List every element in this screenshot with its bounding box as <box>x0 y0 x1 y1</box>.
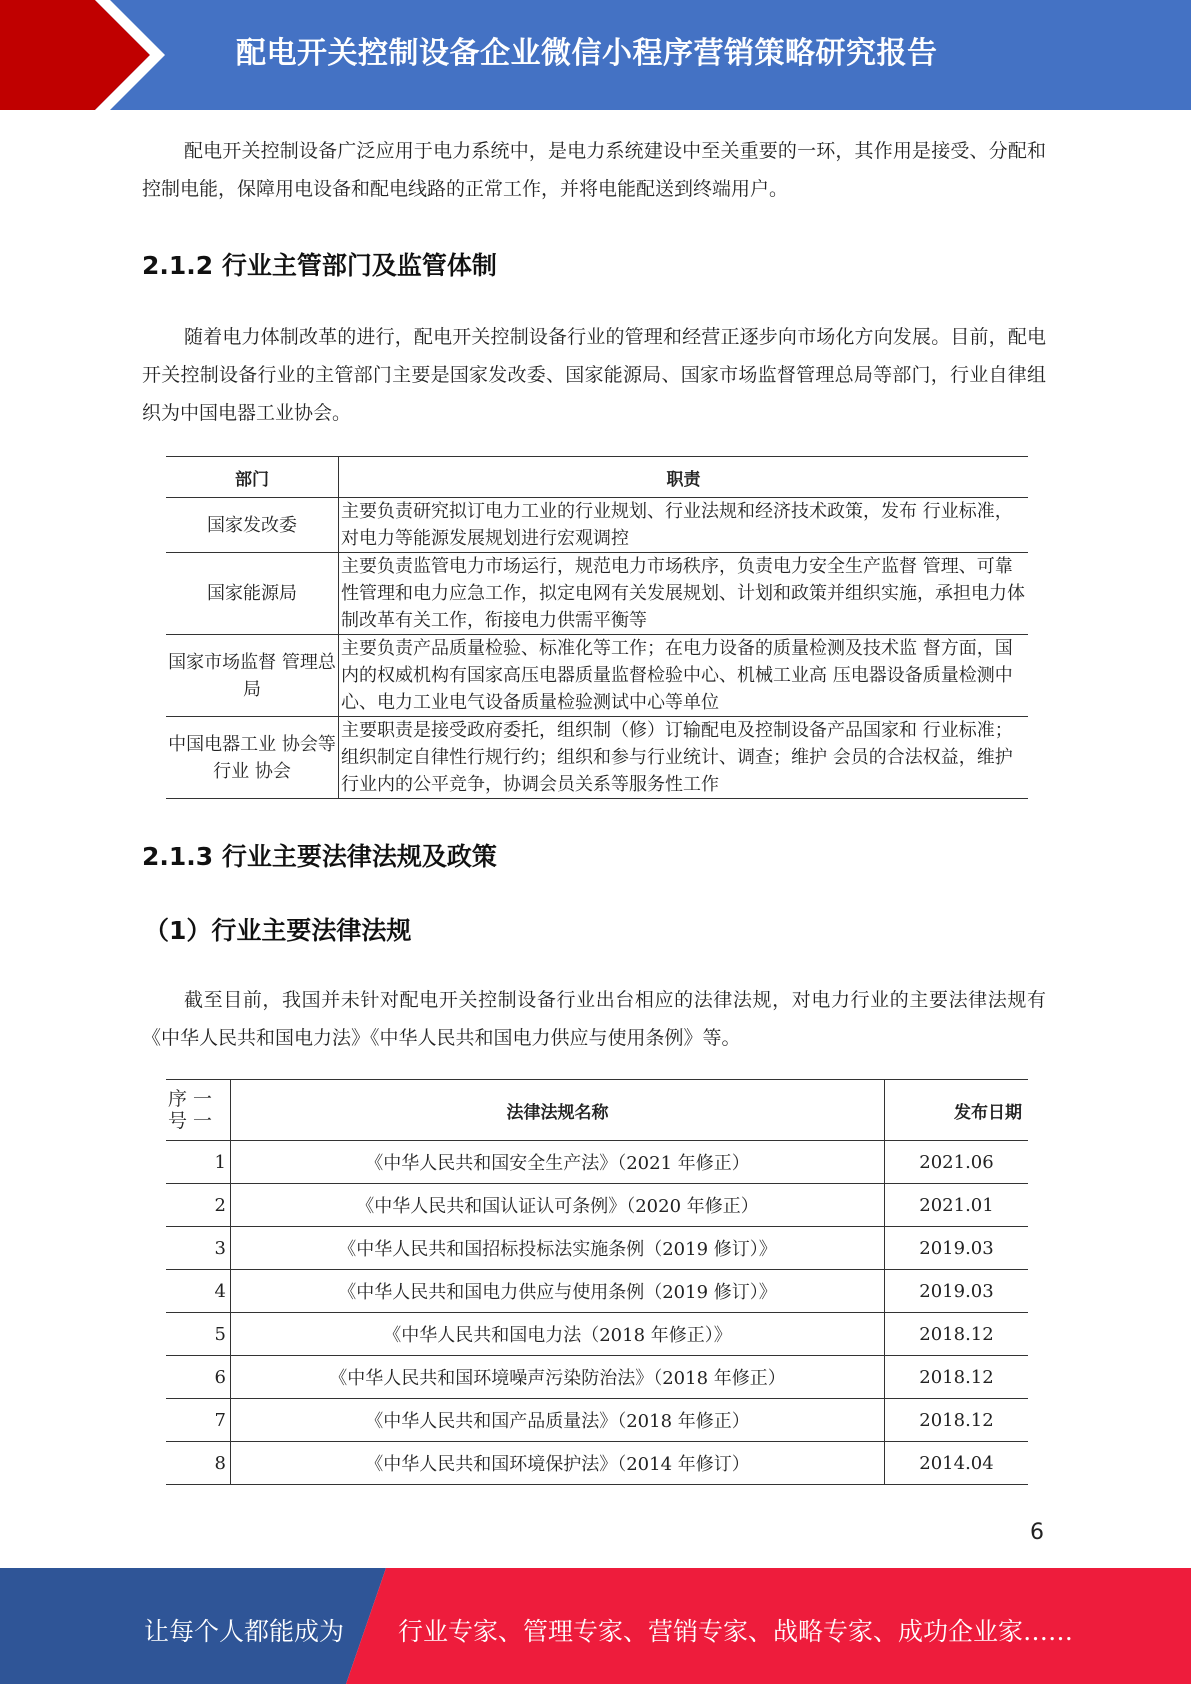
section-heading-2-1-3: 2.1.3 行业主要法律法规及政策 <box>142 842 497 871</box>
publish-date: 2018.12 <box>885 1313 1029 1356</box>
law-name: 《中华人民共和国电力供应与使用条例（2019 修订）》 <box>231 1270 885 1313</box>
publish-date: 2014.04 <box>885 1442 1029 1485</box>
department-cell: 国家市场监督 管理总局 <box>166 635 339 717</box>
row-number: 1 <box>166 1141 231 1184</box>
department-cell: 国家发改委 <box>166 498 339 553</box>
row-number: 6 <box>166 1356 231 1399</box>
law-name: 《中华人民共和国安全生产法》（2021 年修正） <box>231 1141 885 1184</box>
table-row <box>166 1184 1028 1227</box>
law-name: 《中华人民共和国招标投标法实施条例（2019 修订）》 <box>231 1227 885 1270</box>
publish-date: 2018.12 <box>885 1356 1029 1399</box>
section-heading-2-1-2: 2.1.2 行业主管部门及监管体制 <box>142 251 497 280</box>
laws-table-header-row <box>166 1080 1028 1141</box>
table-row <box>166 635 1028 717</box>
table-row <box>166 717 1028 799</box>
regulator-table <box>166 456 1028 799</box>
header-red-chevron <box>0 0 150 110</box>
footer-slogan-left: 让每个人都能成为 <box>144 1617 345 1646</box>
regulator-table-header-row <box>166 457 1028 498</box>
duty-cell: 主要负责监管电力市场运行，规范电力市场秩序，负责电力安全生产监督 管理、可靠性管理和电力应急工作，拟定电网有关发展规划、计划和政策并组织实施，承担电力体制改革有关工作，衔接电力供需平衡等 <box>339 553 1029 635</box>
table-row <box>166 1227 1028 1270</box>
report-title: 配电开关控制设备企业微信小程序营销策略研究报告 <box>236 36 938 71</box>
law-name: 《中华人民共和国环境噪声污染防治法》（2018 年修正） <box>231 1356 885 1399</box>
row-number: 3 <box>166 1227 231 1270</box>
subsection-heading-laws: （1）行业主要法律法规 <box>144 916 412 945</box>
column-header-law-name: 法律法规名称 <box>231 1080 885 1141</box>
footer-slogan-right: 行业专家、管理专家、营销专家、战略专家、成功企业家…… <box>398 1617 1074 1646</box>
column-header-number: 序 一 号 一 <box>166 1080 231 1141</box>
publish-date: 2019.03 <box>885 1270 1029 1313</box>
row-number: 7 <box>166 1399 231 1442</box>
section-2-1-3-paragraph: 截至目前，我国并未针对配电开关控制设备行业出台相应的法律法规，对电力行业的主要法律法规有《中华人民共和国电力法》《中华人民共和国电力供应与使用条例》等。 <box>142 989 1046 1049</box>
table-row <box>166 1442 1028 1485</box>
duty-cell: 主要职责是接受政府委托，组织制（修）订输配电及控制设备产品国家和 行业标准；组织制定自律性行规行约；组织和参与行业统计、调查；维护 会员的合法权益，维护行业内的公平竞争，协调会员关系等服务性工作 <box>339 717 1029 799</box>
page-header <box>0 0 1191 110</box>
publish-date: 2019.03 <box>885 1227 1029 1270</box>
page-footer <box>0 1568 1191 1684</box>
intro-paragraph: 配电开关控制设备广泛应用于电力系统中，是电力系统建设中至关重要的一环，其作用是接受、分配和控制电能，保障用电设备和配电线路的正常工作，并将电能配送到终端用户。 <box>142 140 1046 200</box>
table-row <box>166 498 1028 553</box>
publish-date: 2021.06 <box>885 1141 1029 1184</box>
law-name: 《中华人民共和国认证认可条例》（2020 年修正） <box>231 1184 885 1227</box>
duty-cell: 主要负责研究拟订电力工业的行业规划、行业法规和经济技术政策，发布 行业标准，对电力等能源发展规划进行宏观调控 <box>339 498 1029 553</box>
table-row <box>166 1141 1028 1184</box>
department-cell: 国家能源局 <box>166 553 339 635</box>
column-header-duty: 职责 <box>339 457 1029 498</box>
table-row <box>166 1356 1028 1399</box>
duty-cell: 主要负责产品质量检验、标准化等工作；在电力设备的质量检测及技术监 督方面，国内的权威机构有国家高压电器质量监督检验中心、机械工业高 压电器设备质量检测中心、电力工业电气设备质量检验测试中心等单位 <box>339 635 1029 717</box>
row-number: 2 <box>166 1184 231 1227</box>
law-name: 《中华人民共和国环境保护法》（2014 年修订） <box>231 1442 885 1485</box>
laws-table <box>166 1079 1028 1485</box>
table-row <box>166 1399 1028 1442</box>
row-number: 8 <box>166 1442 231 1485</box>
row-number: 4 <box>166 1270 231 1313</box>
department-cell: 中国电器工业 协会等行业 协会 <box>166 717 339 799</box>
column-header-publish-date: 发布日期 <box>885 1080 1029 1141</box>
table-row <box>166 1313 1028 1356</box>
column-header-department: 部门 <box>166 457 339 498</box>
law-name: 《中华人民共和国电力法（2018 年修正）》 <box>231 1313 885 1356</box>
publish-date: 2021.01 <box>885 1184 1029 1227</box>
table-row <box>166 553 1028 635</box>
law-name: 《中华人民共和国产品质量法》（2018 年修正） <box>231 1399 885 1442</box>
row-number: 5 <box>166 1313 231 1356</box>
page-number: 6 <box>1030 1520 1044 1545</box>
section-2-1-2-paragraph: 随着电力体制改革的进行，配电开关控制设备行业的管理和经营正逐步向市场化方向发展。目前，配电开关控制设备行业的主管部门主要是国家发改委、国家能源局、国家市场监督管理总局等部门，行业自律组织为中国电器工业协会。 <box>142 326 1046 424</box>
publish-date: 2018.12 <box>885 1399 1029 1442</box>
page-content <box>142 132 1046 1485</box>
table-row <box>166 1270 1028 1313</box>
